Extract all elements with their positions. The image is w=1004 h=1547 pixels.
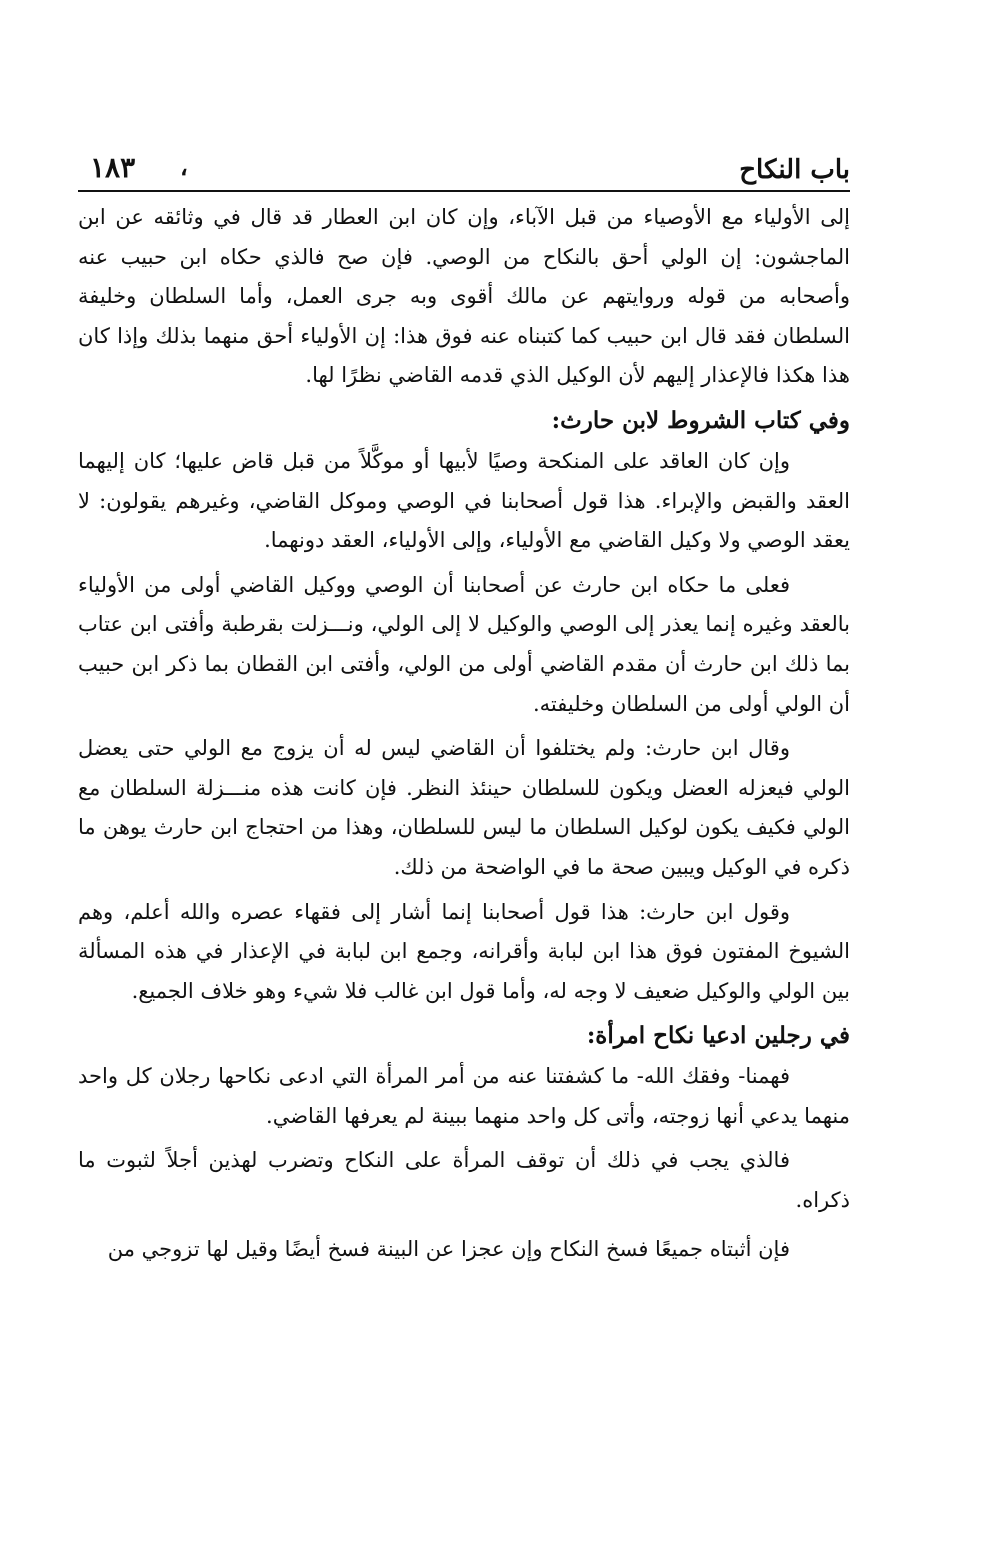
page-number: ١٨٣ bbox=[90, 151, 136, 184]
page-header bbox=[78, 150, 850, 190]
paragraph-4: وقال ابن حارث: ولم يختلفوا أن القاضي ليس له أن يزوج مع الولي حتى يعضل الولي فيعزله العضل ويكون للسلطان حينئذ النظر. فإن كانت هذه منـــزلة السلطان مع الولي فكيف يكون لوكيل السلطان ما ليس للسلطان، وهذا من احتجاج ابن حارث يوهن ما ذكره في الوكيل ويبين صحة ما في الواضحة من ذلك. bbox=[78, 736, 850, 879]
paragraph-5: وقول ابن حارث: هذا قول أصحابنا إنما أشار إلى فقهاء عصره والله أعلم، وهم الشيوخ المفتون فوق هذا ابن لبابة وأقرانه، وجمع ابن لبابة في الإعذار في هذه المسألة بين الولي والوكيل ضعيف لا وجه له، وأما قول ابن غالب فلا شيء وهو خلاف الجميع. bbox=[78, 899, 850, 1003]
book-page bbox=[78, 150, 850, 1269]
paragraph-1: إلى الأولياء مع الأوصياء من قبل الآباء، وإن كان ابن العطار قد قال في وثائقه عن ابن الماجشون: إن الولي أحق بالنكاح من الوصي. فإن صح فالذي حكاه ابن حبيب عنه وأصحابه من قوله وروايتهم عن مالك أقوى وبه جرى العمل، وأما السلطان وخليفة السلطان فقد قال ابن حبيب كما كتبناه عنه فوق هذا: إن الأولياء أحق منهما بذلك وإذا كان هذا هكذا فالإعذار إليهم لأن الوكيل الذي قدمه القاضي نظرًا لها. bbox=[78, 205, 850, 388]
header-mark: ، bbox=[180, 152, 188, 181]
paragraph-7: فالذي يجب في ذلك أن توقف المرأة على النكاح وتضرب لهذين أجلاً لثبوت ما ذكراه. bbox=[78, 1148, 850, 1213]
paragraph-2: وإن كان العاقد على المنكحة وصيًا لأبيها أو موكَّلاً من قبل قاض عليها؛ كان إليهما العقد والقبض والإبراء. هذا قول أصحابنا في الوصي وموكل القاضي، وغيرهم يقولون: لا يعقد الوصي ولا وكيل القاضي مع الأولياء، وإلى الأولياء، العقد دونهما. bbox=[78, 448, 850, 553]
paragraph-6: فهمنا- وفقك الله- ما كشفتنا عنه من أمر المرأة التي ادعى نكاحها رجلان كل واحد منهما يدعي أنها زوجته، وأتى كل واحد منهما ببينة لم يعرفها القاضي. bbox=[78, 1064, 850, 1128]
running-title: باب النكاح bbox=[739, 155, 850, 185]
header-rule bbox=[78, 190, 850, 192]
section-heading-shurut: وفي كتاب الشروط لابن حارث: bbox=[551, 406, 850, 434]
paragraph-3: فعلى ما حكاه ابن حارث عن أصحابنا أن الوصي ووكيل القاضي أولى من الأولياء بالعقد وغيره إنما يعذر إلى الوصي والوكيل لا إلى الولي، ونـــزلت بقرطبة وأفتى ابن عتاب بما ذلك ابن حارث أن مقدم القاضي أولى من الولي، وأفتى ابن القطان بما ذكر ابن حبيب أن الولي أولى من السلطان وخليفته. bbox=[78, 572, 850, 716]
paragraph-8: فإن أثبتاه جميعًا فسخ النكاح وإن عجزا عن البينة فسخ أيضًا وقيل لها تزوجي من bbox=[107, 1236, 790, 1261]
section-heading-two-men: في رجلين ادعيا نكاح امرأة: bbox=[586, 1022, 850, 1050]
